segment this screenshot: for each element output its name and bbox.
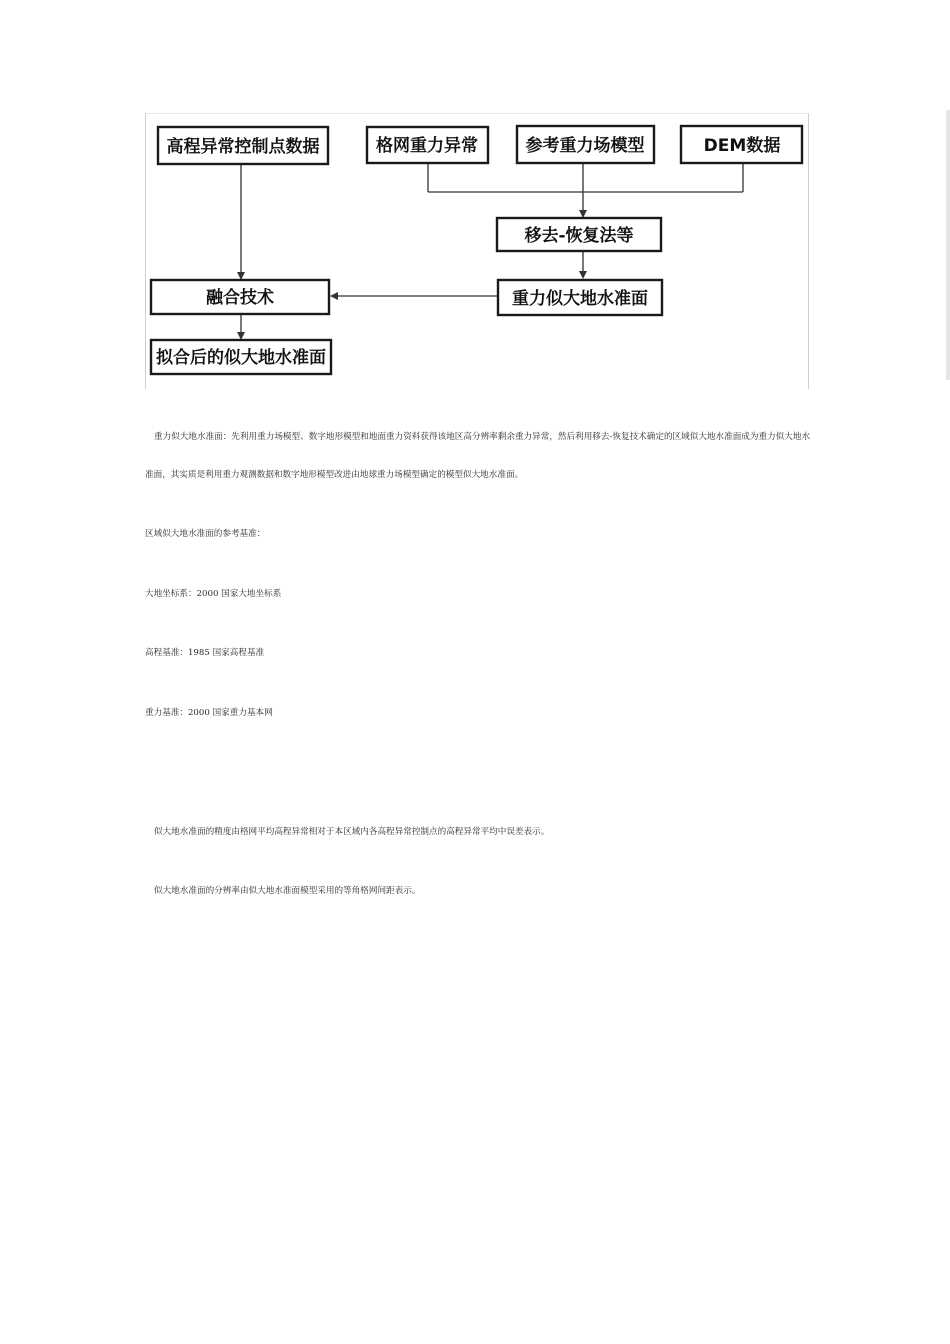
- node-fitted-quasigeoid: [151, 340, 331, 374]
- paragraph-gravity-datum: 重力基准：2000 国家重力基本网: [145, 708, 273, 718]
- arrowhead-fusion-top: [237, 272, 245, 280]
- paragraph-coordinate-system: 大地坐标系：2000 国家大地坐标系: [145, 589, 282, 599]
- arrowhead-gravity-quasigeoid: [579, 271, 587, 279]
- page-edge-shadow: [946, 110, 950, 380]
- node-gcp-data: [158, 127, 328, 164]
- node-ref-gravity-model: [517, 126, 654, 163]
- node-gcp-data-label: 高程异常控制点数据: [166, 137, 320, 157]
- flowchart-figure: [145, 113, 809, 389]
- paragraph-resolution: 似大地水准面的分辨率由似大地水准面模型采用的等角格网间距表示。: [154, 886, 421, 896]
- node-fitted-quasigeoid-label: 拟合后的似大地水准面: [156, 348, 326, 368]
- paragraph-gravity-quasigeoid-definition: 重力似大地水准面：先利用重力场模型、数字地形模型和地面重力资料获得该地区高分辨率剩余重力异常，然后利用移去-恢复技术确定的区域似大地水准面成为重力似大地水准面，其实质是利用重力观测数据和数字地形模型改进由地球重力场模型确定的模型似大地水准面。: [145, 432, 811, 480]
- node-remove-restore-label: 移去-恢复法等: [524, 226, 634, 246]
- node-gravity-quasigeoid: [498, 280, 662, 315]
- node-fusion: [151, 280, 329, 314]
- flowchart-svg: [145, 113, 809, 389]
- paragraph-reference-datum-heading: 区域似大地水准面的参考基准：: [145, 529, 266, 539]
- paragraph-accuracy: 似大地水准面的精度由格网平均高程异常相对于本区域内各高程异常控制点的高程异常平均中误差表示。: [154, 827, 550, 837]
- node-ref-gravity-model-label: 参考重力场模型: [525, 136, 645, 156]
- arrowhead-fitted: [237, 332, 245, 340]
- node-remove-restore: [497, 218, 661, 251]
- node-dem: [681, 126, 802, 163]
- node-fusion-label: 融合技术: [206, 288, 274, 308]
- arrowhead-fusion-right: [330, 292, 338, 300]
- node-grid-gravity: [367, 127, 488, 163]
- node-grid-gravity-label: 格网重力异常: [376, 136, 478, 156]
- node-gravity-quasigeoid-label: 重力似大地水准面: [512, 289, 648, 309]
- paragraph-height-datum: 高程基准：1985 国家高程基准: [145, 648, 265, 658]
- node-dem-label: DEM数据: [703, 136, 781, 156]
